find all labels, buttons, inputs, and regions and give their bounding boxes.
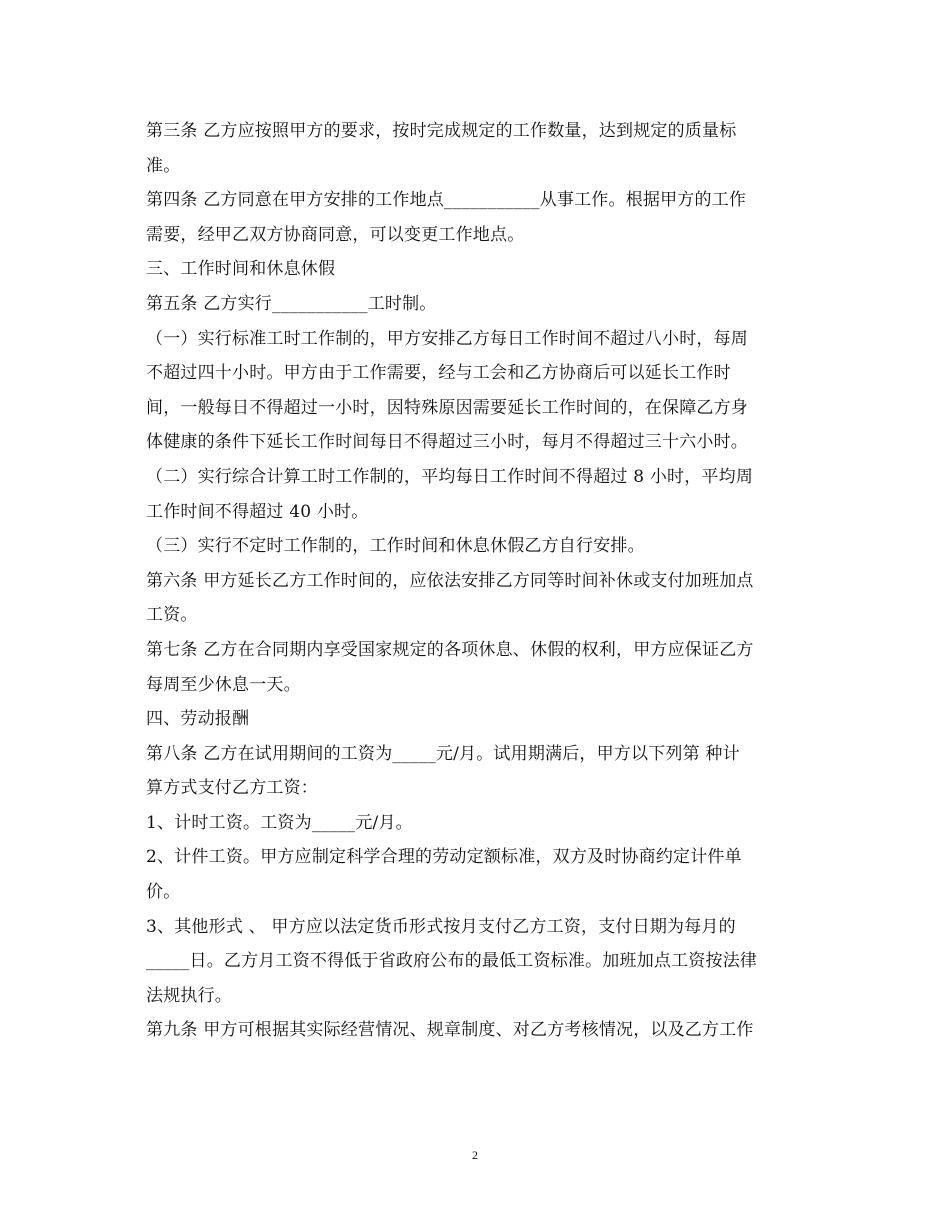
text-line: 体健康的条件下延长工作时间每日不得超过三小时，每月不得超过三十六小时。 [146,432,748,453]
text-line: 不超过四十小时。甲方由于工作需要，经与工会和乙方协商后可以延长工作时 [146,363,731,384]
text-line: 第八条 乙方在试用期间的工资为_____元/月。试用期满后，甲方以下列第 种计 [146,743,740,764]
text-line: 第四条 乙方同意在甲方安排的工作地点___________从事工作。根据甲方的工作 [146,190,747,211]
document-body [146,114,814,1048]
text-line: 第七条 乙方在合同期内享受国家规定的各项休息、休假的权利，甲方应保证乙方 [146,639,754,660]
text-line: （一）实行标准工时工作制的，甲方安排乙方每日工作时间不超过八小时，每周 [146,328,748,349]
text-line: 2、计件工资。甲方应制定科学合理的劳动定额标准，双方及时协商约定计件单 [146,847,742,868]
text-line: 第六条 甲方延长乙方工作时间的，应依法安排乙方同等时间补休或支付加班加点 [146,570,754,591]
text-line: （二）实行综合计算工时工作制的，平均每日工作时间不得超过 8 小时，平均周 [146,466,754,487]
text-line: 算方式支付乙方工资： [146,778,318,799]
text-line: 工资。 [146,605,198,626]
section-heading: 三、工作时间和休息休假 [146,259,336,280]
text-line: 准。 [146,155,181,176]
text-line: 第三条 乙方应按照甲方的要求，按时完成规定的工作数量，达到规定的质量标 [146,121,737,141]
text-line: 价。 [146,882,181,903]
text-line: 每周至少休息一天。 [146,674,301,695]
text-line: 法规执行。 [146,985,232,1006]
text-line: _____日。乙方月工资不得低于省政府公布的最低工资标准。加班加点工资按法律 [146,951,758,972]
text-line: 工作时间不得超过 40 小时。 [146,501,369,522]
text-line: （三）实行不定时工作制的，工作时间和休息休假乙方自行安排。 [146,536,645,557]
text-line: 3、其他形式 、 甲方应以法定货币形式按月支付乙方工资，支付日期为每月的 [146,916,736,937]
section-heading: 四、劳动报酬 [146,709,250,730]
text-line: 1、计时工资。工资为_____元/月。 [146,812,413,833]
text-line: 间，一般每日不得超过一小时，因特殊原因需要延长工作时间的，在保障乙方身 [146,397,748,418]
page-number: 2 [472,1148,478,1162]
text-line: 需要，经甲乙双方协商同意，可以变更工作地点。 [146,224,525,245]
text-line: 第九条 甲方可根据其实际经营情况、规章制度、对乙方考核情况，以及乙方工作 [146,1020,754,1041]
text-line: 第五条 乙方实行___________工时制。 [146,293,437,314]
